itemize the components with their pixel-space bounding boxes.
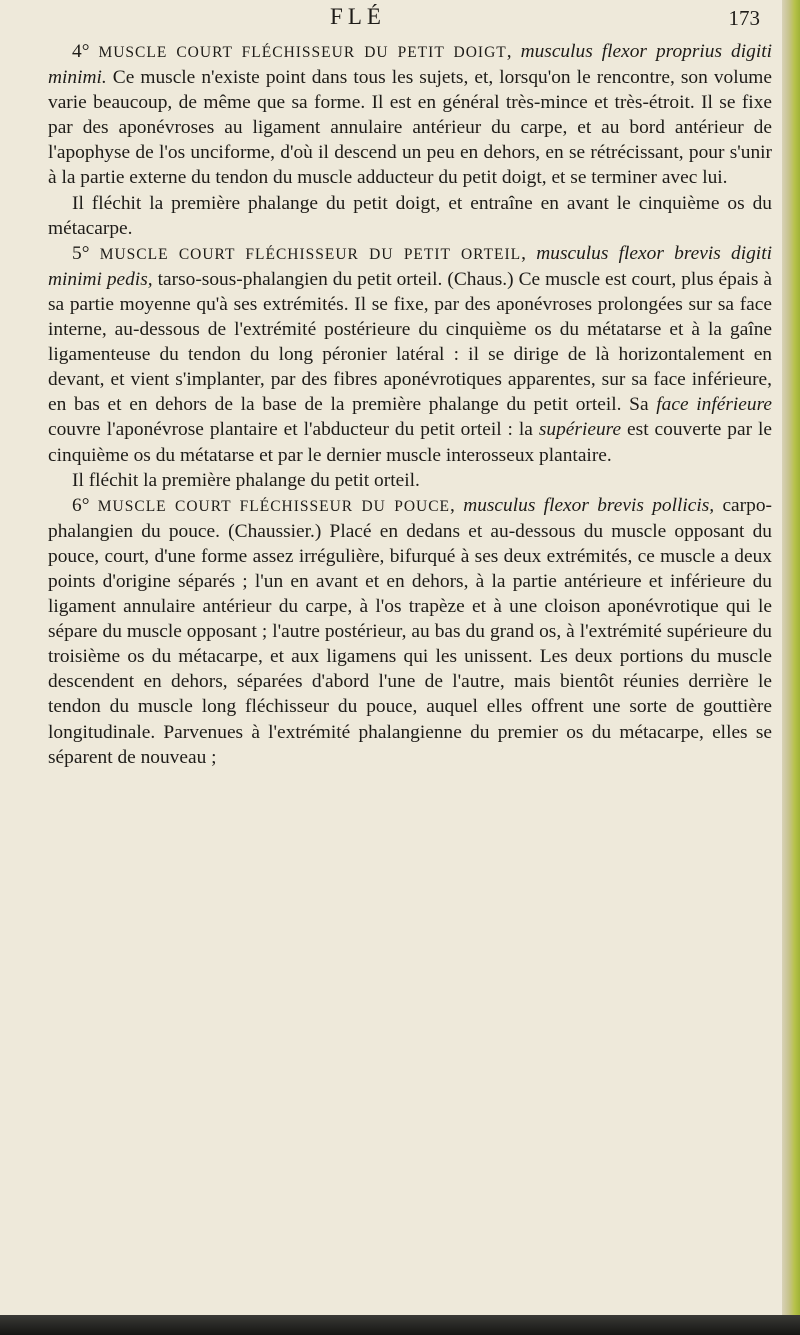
section-heading: MUSCLE COURT FLÉCHISSEUR DU PETIT DOIGT [98, 44, 507, 61]
paragraph [48, 39, 772, 191]
italic-term: face inférieure [656, 394, 773, 416]
text-run: 6° [72, 494, 98, 516]
paragraph [48, 191, 772, 241]
section-heading: MUSCLE COURT FLÉCHISSEUR DU POUCE [97, 497, 451, 515]
text-run: Il fléchit la première phalange du petit orteil. [72, 469, 420, 491]
text-run: tarso-sous-phalangien du petit orteil. (Chaus.) Ce muscle est court, plus épais à sa partie moyenne qu'à ses extrémités. Il se fixe, par des aponévroses prolongées sur sa face interne, au-dessous de l'extrémité postérieure du cinquième os du métatarse et à la gaîne ligamenteuse du tendon du long péronier latéral : il se dirige de là horizontalement en devant, et vient s'implanter, par des fibres aponévrotiques apparentes, sur sa face inférieure, en bas et en dehors de la base de la première phalange du petit orteil. Sa [48, 268, 772, 416]
text-run: , [506, 41, 521, 62]
paragraph [48, 241, 772, 468]
italic-term: musculus flexor brevis pollicis, [463, 494, 715, 516]
text-run: , [521, 242, 537, 264]
text-run: est couverte par le cinquième os du métatarse et par le dernier muscle interosseux plantaire. [48, 419, 772, 466]
scan-border [0, 1315, 800, 1335]
text-run: Ce muscle n'existe point dans tous les sujets, et, lorsqu'on le rencontre, son volume varie beaucoup, de même que sa forme. Il est en général très-mince et très-étroit. Il se fixe par des aponévroses au ligament annulaire antérieur du carpe, et au bord antérieur de l'apophyse de l'os unciforme, d'où il descend un peu en dehors, en se rétrécissant, pour s'unir à la partie externe du tendon du muscle adducteur du petit doigt, et se terminer avec lui. [48, 67, 772, 189]
text-run: Il fléchit la première phalange du petit doigt, et entraîne en avant le cinquième os du métacarpe. [48, 192, 772, 239]
section-heading: MUSCLE COURT FLÉCHISSEUR DU PETIT ORTEIL [99, 245, 522, 263]
page-edge [782, 0, 800, 1335]
italic-term: supérieure [538, 419, 622, 441]
italic-term: musculus flexor proprius digiti minimi. [48, 41, 772, 89]
page-number: 173 [728, 6, 760, 30]
paragraph [48, 468, 772, 493]
page-header [48, 4, 768, 38]
text-run: 4° [72, 41, 99, 62]
body-text [48, 39, 772, 770]
text-run: couvre l'aponévrose plantaire et l'abducteur du petit orteil : la [48, 419, 539, 441]
paragraph [48, 493, 772, 770]
text-run: , [450, 494, 464, 516]
italic-term: musculus flexor brevis digiti minimi pedis, [48, 242, 772, 290]
text-run: carpo-phalangien du pouce. (Chaussier.) Placé en dedans et au-dessous du muscle opposant du pouce, court, d'une forme assez irrégulière, bifurqué à ses deux extrémités, ce muscle a deux points d'origine séparés ; l'un en avant et en dehors, à la partie antérieure et inférieure du ligament annulaire antérieur du carpe, à l'os trapèze et à une cloison aponévrotique qui le sépare du muscle opposant ; l'autre postérieur, au bas du grand os, à l'extrémité supérieure du troisième os du métacarpe, et aux ligamens qui les unissent. Les deux portions du muscle descendent en dehors, séparées d'abord l'une de l'autre, mais bientôt réunies derrière le tendon du muscle long fléchisseur du pouce, auquel elles offrent une sorte de gouttière longitudinale. Parvenues à l'extrémité phalangienne du premier os du métacarpe, elles se séparent de nouveau ; [48, 494, 772, 768]
text-run: 5° [72, 242, 100, 264]
running-title: FLÉ [330, 4, 386, 29]
